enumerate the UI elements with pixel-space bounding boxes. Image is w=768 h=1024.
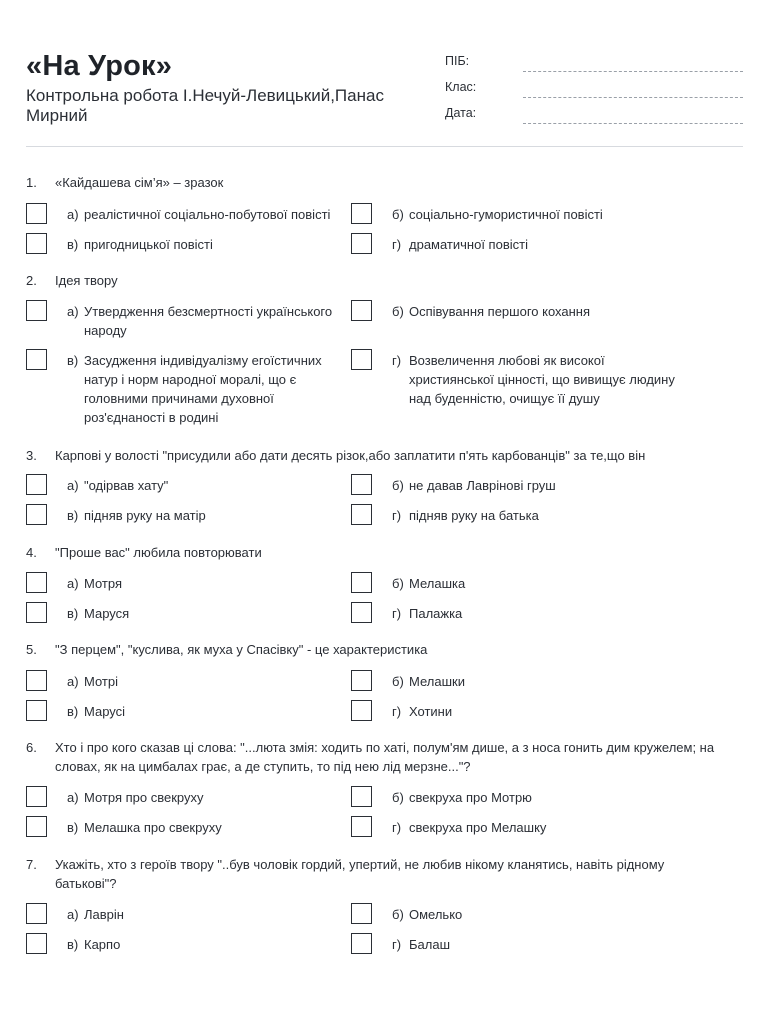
option-letter: а): [67, 674, 79, 689]
option-text: Мелашка про свекруху: [84, 820, 222, 835]
option-letter: б): [392, 304, 404, 319]
option-text: реалістичної соціально-побутової повісті: [84, 207, 331, 222]
options: [26, 300, 746, 430]
question-number: 6.: [26, 740, 37, 755]
answer-checkbox[interactable]: [351, 602, 372, 623]
test-subtitle: Контрольна робота І.Нечуй-Левицький,Панас Мирний: [26, 86, 384, 125]
answer-checkbox[interactable]: [351, 700, 372, 721]
option-text: Балаш: [409, 937, 451, 952]
question-text: "Проше вас" любила повторювати: [55, 545, 262, 560]
question-7: [26, 855, 746, 963]
option-letter: б): [392, 907, 404, 922]
answer-checkbox[interactable]: [26, 786, 47, 807]
answer-checkbox[interactable]: [351, 349, 372, 370]
option-letter: в): [67, 704, 79, 719]
option-letter: в): [67, 937, 79, 952]
options: [26, 474, 746, 534]
answer-checkbox[interactable]: [26, 504, 47, 525]
option-text: Мотря: [84, 576, 122, 591]
option-letter: а): [67, 790, 79, 805]
option-text: підняв руку на батька: [409, 508, 539, 523]
date-field: [445, 106, 745, 132]
question-4: [26, 543, 746, 632]
option-text: підняв руку на матір: [84, 508, 206, 523]
option-letter: б): [392, 478, 404, 493]
question-number: 2.: [26, 273, 37, 288]
answer-checkbox[interactable]: [351, 474, 372, 495]
options: [26, 786, 746, 846]
question-2: [26, 271, 746, 430]
option-letter: а): [67, 207, 79, 222]
name-field-label: ПІБ:: [445, 54, 470, 68]
option-text: Мелашка: [409, 576, 466, 591]
option-text: Омелько: [409, 907, 463, 922]
option-text: Оспівування першого кохання: [409, 304, 591, 319]
name-field-line[interactable]: [523, 71, 743, 72]
answer-checkbox[interactable]: [351, 786, 372, 807]
option-text: Мотря про свекруху: [84, 790, 204, 805]
option-letter: г): [392, 937, 402, 952]
option-text: Возвеличення любові як високої християнської цінності, що вивищує людину над буденністю, очищує її душу: [409, 353, 675, 406]
option-text: Лаврін: [84, 907, 124, 922]
question-5: [26, 640, 746, 730]
answer-checkbox[interactable]: [26, 816, 47, 837]
question-text: Карпові у волості "присудили або дати десять різок,або заплатити п'ять карбованців" за те,що він: [55, 448, 646, 463]
answer-checkbox[interactable]: [351, 233, 372, 254]
question-1: [26, 173, 746, 263]
option-text: Хотини: [409, 704, 453, 719]
option-letter: б): [392, 674, 404, 689]
options: [26, 203, 746, 263]
answer-checkbox[interactable]: [26, 474, 47, 495]
options: [26, 572, 746, 632]
option-text: пригодницької повісті: [84, 237, 213, 252]
option-letter: а): [67, 478, 79, 493]
option-letter: в): [67, 237, 79, 252]
option-letter: г): [392, 820, 402, 835]
option-text: Мотрі: [84, 674, 118, 689]
option-letter: г): [392, 606, 402, 621]
option-text: соціально-гумористичної повісті: [409, 207, 603, 222]
option-text: Маруся: [84, 606, 130, 621]
class-field-label: Клас:: [445, 80, 477, 94]
option-letter: а): [67, 576, 79, 591]
option-text: свекруха про Мотрю: [409, 790, 532, 805]
question-number: 7.: [26, 857, 37, 872]
question-text: «Кайдашева сім’я» – зразок: [55, 175, 224, 190]
answer-checkbox[interactable]: [26, 233, 47, 254]
answer-checkbox[interactable]: [351, 816, 372, 837]
name-field: [445, 54, 745, 80]
answer-checkbox[interactable]: [26, 670, 47, 691]
question-number: 3.: [26, 448, 37, 463]
answer-checkbox[interactable]: [351, 572, 372, 593]
answer-checkbox[interactable]: [351, 300, 372, 321]
option-text: Засудження індивідуалізму егоїстичних натур і норм народної моралі, що є головними причинами духовної роз'єднаності в родині: [84, 353, 322, 425]
option-letter: а): [67, 907, 79, 922]
option-letter: в): [67, 508, 79, 523]
answer-checkbox[interactable]: [26, 903, 47, 924]
answer-checkbox[interactable]: [351, 203, 372, 224]
date-field-line[interactable]: [523, 123, 743, 124]
options: [26, 903, 746, 963]
option-letter: в): [67, 353, 79, 368]
answer-checkbox[interactable]: [351, 903, 372, 924]
answer-checkbox[interactable]: [26, 203, 47, 224]
option-letter: в): [67, 820, 79, 835]
answer-checkbox[interactable]: [26, 602, 47, 623]
class-field: [445, 80, 745, 106]
option-letter: б): [392, 790, 404, 805]
option-letter: б): [392, 576, 404, 591]
answer-checkbox[interactable]: [26, 300, 47, 321]
option-text: драматичної повісті: [409, 237, 528, 252]
option-letter: г): [392, 237, 402, 252]
question-text: Хто і про кого сказав ці слова: "...люта змія: ходить по хаті, полум'ям дише, а з носа гонить дим кружелем; на словах, як на цимбалах грає, а де ступить, то під нею лід мерзне..."?: [55, 740, 715, 774]
header-divider: [26, 146, 743, 147]
option-letter: в): [67, 606, 79, 621]
answer-checkbox[interactable]: [351, 504, 372, 525]
question-text: Ідея твору: [55, 273, 118, 288]
option-text: Марусі: [84, 704, 126, 719]
class-field-line[interactable]: [523, 97, 743, 98]
date-field-label: Дата:: [445, 106, 477, 120]
option-letter: г): [392, 508, 402, 523]
answer-checkbox[interactable]: [351, 933, 372, 954]
question-number: 1.: [26, 175, 37, 190]
brand-title: «На Урок»: [26, 50, 173, 82]
option-text: "одірвав хату": [84, 478, 169, 493]
option-letter: г): [392, 353, 402, 368]
answer-checkbox[interactable]: [26, 700, 47, 721]
question-6: [26, 738, 746, 846]
answer-checkbox[interactable]: [26, 572, 47, 593]
answer-checkbox[interactable]: [351, 670, 372, 691]
option-text: не давав Лаврінові груш: [409, 478, 556, 493]
question-number: 5.: [26, 642, 37, 657]
question-number: 4.: [26, 545, 37, 560]
option-letter: г): [392, 704, 402, 719]
option-text: Утвердження безсмертності українського народу: [84, 304, 333, 338]
answer-checkbox[interactable]: [26, 933, 47, 954]
option-letter: б): [392, 207, 404, 222]
option-text: Палажка: [409, 606, 463, 621]
option-letter: а): [67, 304, 79, 319]
option-text: свекруха про Мелашку: [409, 820, 547, 835]
question-text: "З перцем", "куслива, як муха у Спасівку" - це характеристика: [55, 642, 428, 657]
options: [26, 670, 746, 730]
student-info-fields: [445, 54, 745, 132]
option-text: Мелашки: [409, 674, 465, 689]
option-text: Карпо: [84, 937, 121, 952]
question-text: Укажіть, хто з героїв твору "..був чоловік гордий, упертий, не любив нікому кланятись, навіть рідному батькові"?: [55, 857, 665, 891]
answer-checkbox[interactable]: [26, 349, 47, 370]
question-3: [26, 446, 746, 534]
